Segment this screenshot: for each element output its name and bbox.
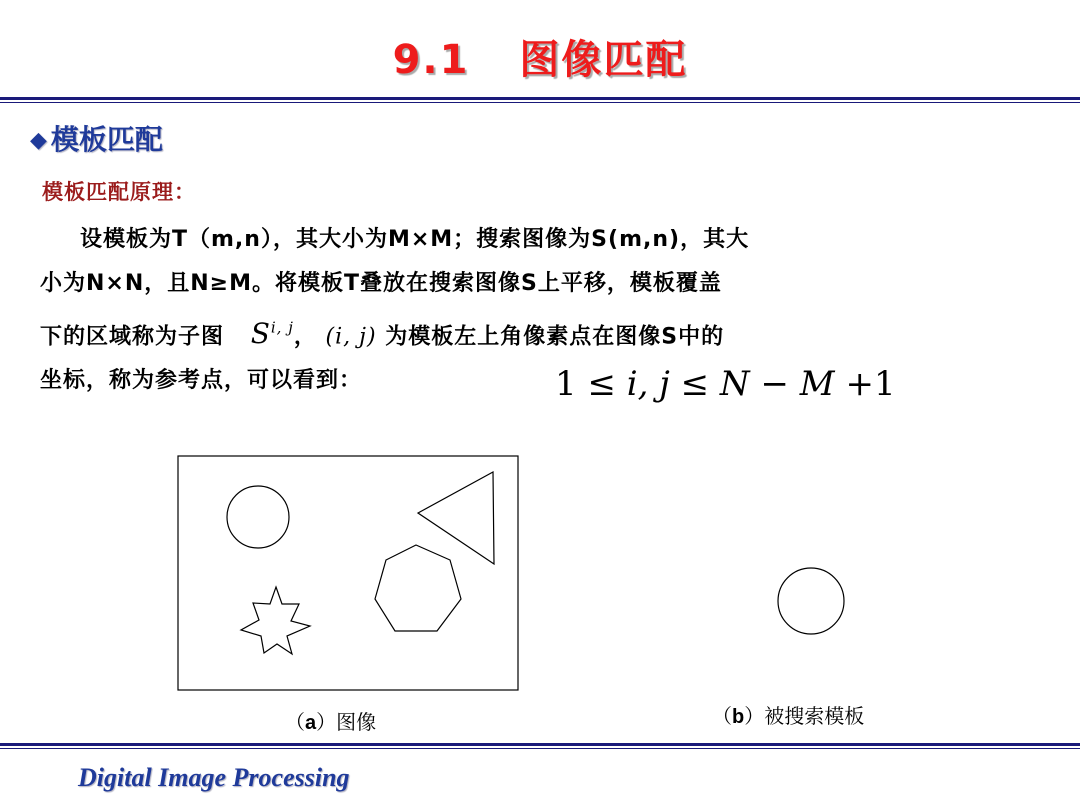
paragraph-line: 坐标，称为参考点，可以看到： <box>40 368 363 394</box>
star-shape <box>241 587 310 654</box>
bullet-text: 模板匹配 <box>50 123 163 156</box>
template-circle-shape <box>778 568 844 634</box>
heptagon-shape <box>375 545 461 631</box>
paragraph-line: 小为N×N，且N≥M。将模板T叠放在搜索图像S上平移，模板覆盖 <box>40 271 722 296</box>
subimage-superscript: i, j <box>270 319 294 337</box>
separator: ， <box>293 324 317 350</box>
inequality-formula: 1 ≤ i, j ≤ N − M +1 <box>555 364 896 404</box>
footer-text: Digital Image Processing <box>78 763 350 792</box>
image-frame <box>178 456 518 690</box>
subheading: 模板匹配原理： <box>42 180 196 204</box>
coordinate-symbol: (i, j) <box>325 324 377 350</box>
paragraph-text: 为模板左上角像素点在图像S中的 <box>385 324 725 350</box>
footer-divider <box>0 743 1080 749</box>
figure-a-caption: （a）图像 <box>285 710 377 734</box>
triangle-shape <box>418 472 494 564</box>
diamond-bullet-icon: ◆ <box>30 128 47 153</box>
subimage-symbol: S$^{i, j}$ <box>250 317 294 351</box>
section-number: 9.1 <box>392 37 470 83</box>
section-title: 图像匹配 <box>519 37 688 83</box>
paragraph-text: 下的区域称为子图 <box>40 324 225 350</box>
paragraph-line: 设模板为T（m,n），其大小为M×M；搜索图像为S(m,n)，其大 <box>80 227 750 252</box>
circle-shape <box>227 486 289 548</box>
figure-b-caption: （b）被搜索模板 <box>712 704 865 728</box>
